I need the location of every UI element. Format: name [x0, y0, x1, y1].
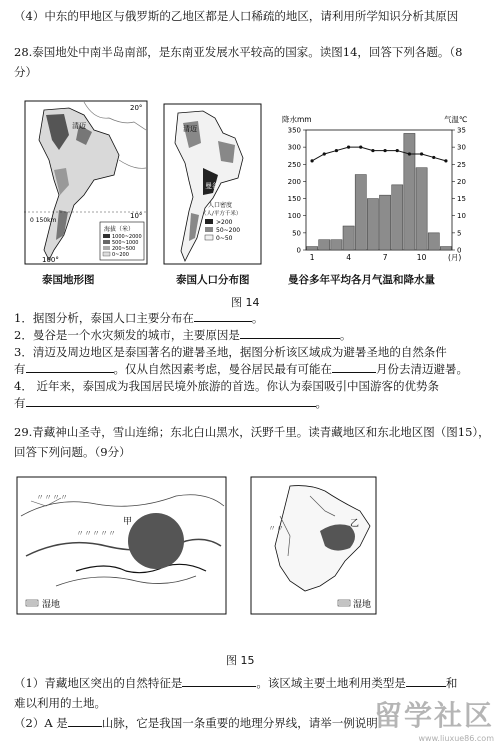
climate-plot-frame	[306, 130, 452, 250]
climate-left-label: 降水mm	[282, 115, 312, 124]
precip-bar-month-8	[392, 185, 403, 250]
map1-legend-1: 500~1000	[112, 240, 139, 246]
q29-2	[14, 715, 378, 731]
temperature-point-month-5	[359, 146, 362, 149]
x-tick-label: 4	[346, 253, 351, 262]
q29-1-text: （1）青藏地区突出的自然特征是	[14, 676, 183, 690]
q28-2-text: 2．曼谷是一个水灾频发的城市，主要原因是	[14, 328, 240, 342]
bangkok-climate-chart	[280, 112, 480, 270]
q29-1-text2: 。该区域主要土地利用类型是	[256, 676, 406, 690]
map2-legend-1: 50~200	[216, 227, 241, 234]
q29-intro-line2: 回答下列问题。（9分）	[14, 445, 131, 459]
precip-bar-month-1	[307, 247, 318, 250]
q29-2-text: （2）A 是	[14, 716, 68, 730]
q28-4-have: 有	[14, 396, 26, 410]
map1-legend-2: 200~500	[112, 246, 136, 252]
right-tick-label: 25	[457, 160, 466, 169]
q29-1-and: 和	[445, 676, 458, 690]
right-tick-label: 20	[457, 177, 466, 186]
q28-3-text2: 。仅从自然因素考虑，曼谷居民最有可能在	[113, 362, 332, 376]
map1-caption: 泰国地形图	[42, 274, 95, 286]
precip-bar-month-4	[343, 226, 354, 250]
left-tick-label: 0	[296, 246, 301, 255]
temperature-point-month-1	[310, 159, 313, 162]
watermark-main: 留学社区	[373, 699, 494, 732]
right-tick-label: 15	[457, 195, 466, 204]
left-tick-label: 350	[287, 126, 301, 135]
mountain-hatch-mid: 〃〃〃〃〃	[76, 529, 116, 538]
q28-4-blank[interactable]	[26, 395, 316, 407]
watermark	[344, 694, 494, 742]
temperature-line	[312, 147, 446, 161]
map1-legend-0: 1000~2000	[112, 234, 142, 240]
q28-4-end: 。	[315, 396, 327, 410]
map-left-jia: 甲	[123, 517, 133, 527]
map-right-wetland: 湿地	[353, 600, 372, 610]
precip-bar-month-9	[404, 133, 415, 250]
q29-2-blank[interactable]	[68, 715, 102, 727]
map2-caption: 泰国人口分布图	[176, 274, 250, 286]
map2-legend-0: >200	[216, 219, 233, 226]
precip-bar-month-7	[380, 195, 391, 250]
map-right-yi: 乙	[350, 519, 360, 529]
climate-caption: 曼谷多年平均各月气温和降水量	[288, 274, 435, 286]
mountain-hatch-left: 〃〃〃〃	[36, 493, 68, 502]
temperature-point-month-6	[371, 149, 374, 152]
temperature-point-month-8	[396, 149, 399, 152]
month-unit-label: (月)	[448, 253, 462, 262]
x-tick-label: 10	[416, 253, 427, 262]
precip-bar-month-11	[428, 233, 439, 250]
x-tick-label: 7	[382, 253, 388, 262]
q28-3-blank1[interactable]	[26, 361, 114, 373]
q29-1-blank2[interactable]	[406, 675, 446, 687]
map2-place1: 清迈	[183, 125, 197, 133]
map1-legend-3: 0~200	[112, 252, 129, 258]
precip-bar-month-6	[367, 199, 378, 250]
q28-3-text3: 月份去清迈避暑。	[376, 362, 468, 376]
map2-legend-title-1: 人口密度	[208, 202, 233, 209]
temperature-point-month-2	[323, 152, 326, 155]
right-tick-label: 0	[457, 246, 462, 255]
temperature-point-month-3	[335, 149, 338, 152]
q28-1-end: 。	[251, 311, 264, 325]
q29-2-text2: 山脉，它是我国一条重要的地理分界线，请举一例说明	[101, 716, 378, 730]
left-tick-label: 100	[287, 212, 301, 221]
temperature-point-month-9	[408, 152, 411, 155]
q28-1-blank[interactable]	[194, 310, 252, 322]
qinghai-tibet-map	[16, 476, 228, 616]
northeast-china-map	[250, 476, 378, 616]
map2-legend-2: 0~50	[216, 235, 233, 242]
precip-bar-month-10	[416, 168, 427, 250]
temperature-point-month-4	[347, 146, 350, 149]
map1-place-label: 清迈	[72, 122, 86, 130]
temperature-point-month-7	[383, 149, 386, 152]
left-tick-label: 150	[287, 195, 301, 204]
q29-1-line2: 难以利用的土地。	[14, 696, 106, 710]
q28-2-end: 。	[339, 328, 352, 342]
q28-3-line2	[14, 361, 468, 377]
temperature-point-month-10	[420, 152, 423, 155]
mountain-hatch-ne: 〃〃	[268, 524, 284, 533]
left-tick-label: 250	[287, 160, 301, 169]
x-tick-label: 1	[309, 253, 315, 262]
right-tick-label: 10	[457, 212, 466, 221]
map1-lat-bottom: 10°	[130, 212, 143, 220]
q28-3-blank2[interactable]	[332, 361, 376, 373]
map1-lat-top: 20°	[130, 104, 143, 112]
map1-lon: 100°	[42, 256, 59, 264]
left-tick-label: 300	[287, 143, 301, 152]
q28-3-line1: 3．清迈及周边地区是泰国著名的避暑圣地，据图分析该区域成为避暑圣地的自然条件	[14, 345, 447, 359]
q27-4-text: （4）中东的甲地区与俄罗斯的乙地区都是人口稀疏的地区，请利用所学知识分析其原因	[14, 9, 459, 23]
precip-bar-month-5	[355, 175, 366, 250]
thailand-population-map	[163, 103, 263, 267]
right-tick-label: 35	[457, 126, 466, 135]
q28-intro-line1: 28.泰国地处中南半岛南部，是东南亚发展水平较高的国家。读图14，回答下列各题。（8	[14, 45, 463, 59]
map2-legend-title-2: （人/平方千米）	[201, 211, 242, 217]
watermark-sub: www.liuxue86.com	[418, 734, 494, 743]
left-tick-label: 50	[292, 229, 301, 238]
figure-14-label: 图 14	[231, 296, 260, 309]
right-tick-label: 30	[457, 143, 466, 152]
q28-2	[14, 327, 351, 343]
q28-4-line2	[14, 395, 327, 411]
precip-bar-month-12	[440, 247, 451, 250]
map-left-wetland: 湿地	[42, 600, 61, 610]
figure-15-label: 图 15	[226, 654, 255, 667]
q29-intro-line1: 29.青藏神山圣寺，雪山连绵；东北白山黑水，沃野千里。读青藏地区和东北地区图（图15），	[14, 425, 490, 439]
precip-bar-month-2	[319, 240, 330, 250]
q28-1-text: 1．据图分析，泰国人口主要分布在	[14, 311, 194, 325]
temperature-point-month-12	[444, 159, 447, 162]
map2-place2: 曼谷	[205, 182, 219, 190]
q28-intro-line2: 分）	[14, 65, 37, 79]
left-tick-label: 200	[287, 177, 301, 186]
map1-legend-title: 海拔（米）	[104, 226, 135, 233]
map1-scale: 0 150km	[30, 217, 57, 224]
q28-1	[14, 310, 263, 326]
thailand-terrain-map	[24, 100, 149, 270]
q28-4-line1: 4． 近年来，泰国成为我国居民境外旅游的首选。你认为泰国吸引中国游客的优势条	[14, 379, 439, 393]
q29-1-line1	[14, 675, 457, 691]
q29-1-blank1[interactable]	[182, 675, 256, 687]
precip-bar-month-3	[331, 240, 342, 250]
climate-right-label: 气温℃	[444, 115, 468, 124]
right-tick-label: 5	[457, 229, 462, 238]
q28-3-have: 有	[14, 362, 26, 376]
temperature-point-month-11	[432, 156, 435, 159]
q28-2-blank[interactable]	[240, 327, 340, 339]
